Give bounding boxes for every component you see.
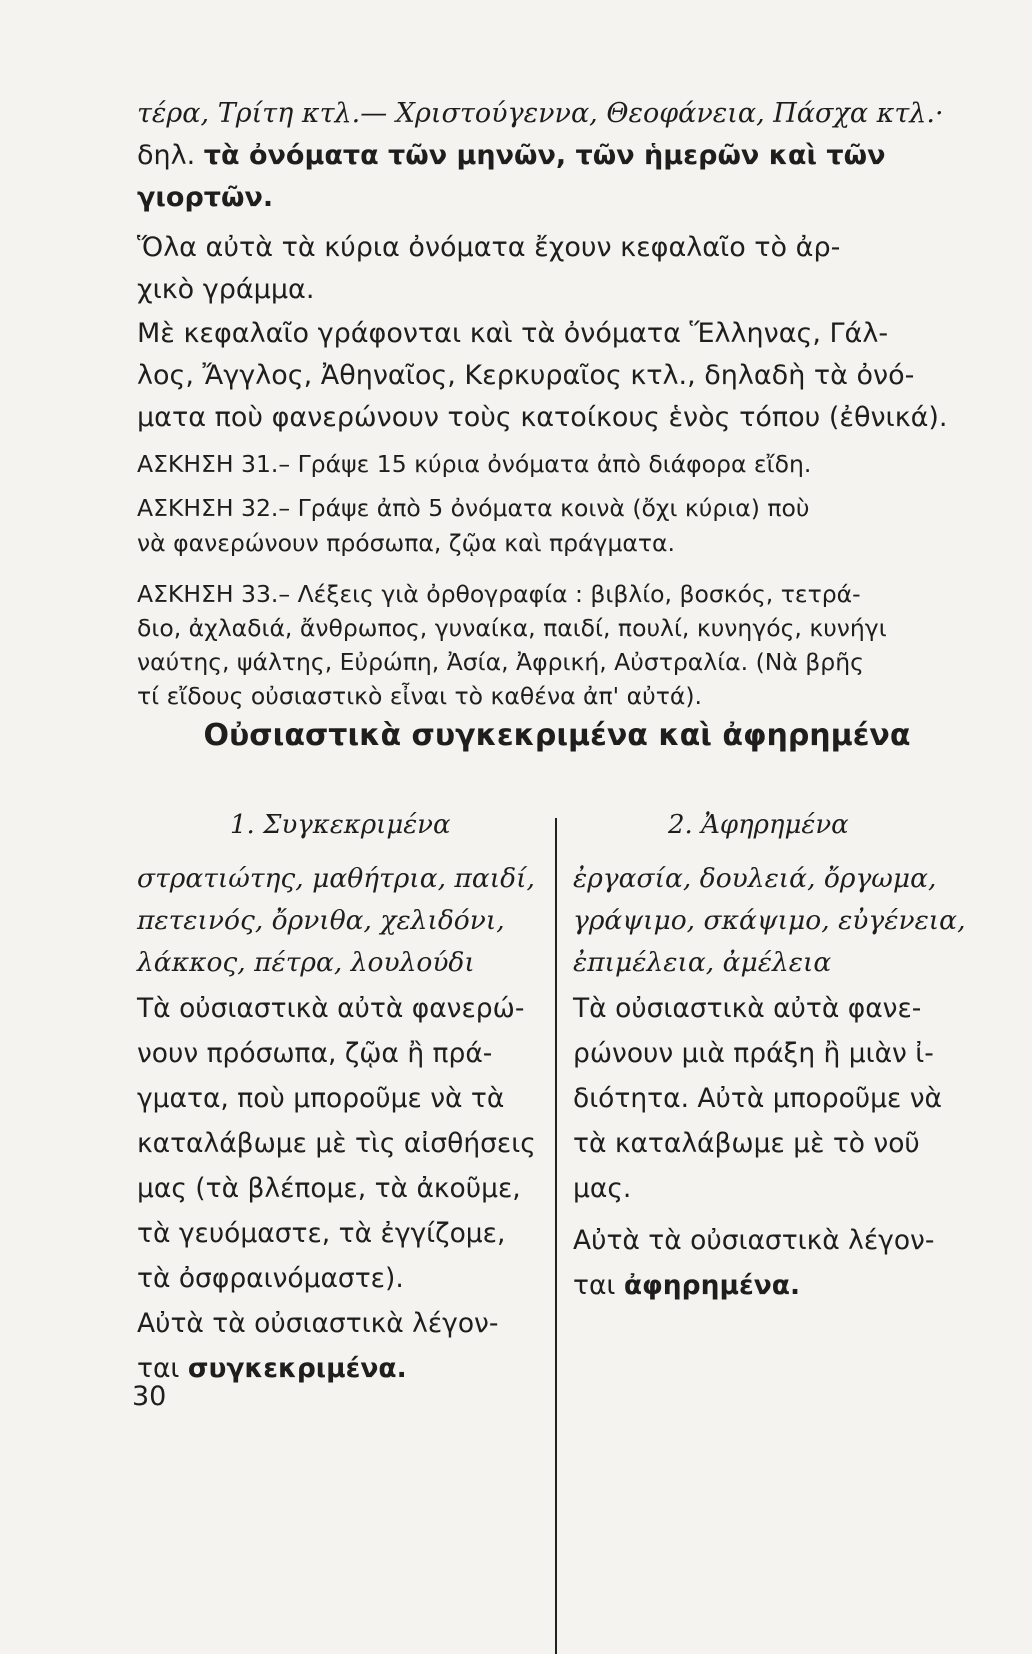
exercise-32-line-2: νὰ φανερώνουν πρόσωπα, ζῷα καὶ πράγματα. (137, 529, 675, 557)
right-example-3: ἐπιμέλεια, ἀμέλεια (573, 947, 832, 978)
column-divider (555, 818, 557, 1654)
exercise-33-line-2: διο, ἀχλαδιά, ἄνθρωπος, γυναίκα, παιδί, πουλί, κυνηγός, κυνήγι (137, 614, 887, 642)
intro-line-2-bold: τὰ ὀνόματα τῶν μηνῶν, τῶν ἡμερῶν καὶ τῶν (203, 140, 886, 171)
right-text-1: Τὰ οὐσιαστικὰ αὐτὰ φανε- (573, 993, 922, 1024)
left-text-1: Τὰ οὐσιαστικὰ αὐτὰ φανερώ- (137, 993, 525, 1024)
left-text-2: νουν πρόσωπα, ζῷα ἢ πρά- (137, 1038, 493, 1069)
right-text-7-pre: ται (573, 1270, 624, 1301)
right-column-title: 2. Ἀφηρημένα (668, 810, 849, 840)
exercise-31: ΑΣΚΗΣΗ 31.– Γράψε 15 κύρια ὀνόματα ἀπὸ διάφορα εἴδη. (137, 450, 812, 478)
intro-line-4: Ὅλα αὐτὰ τὰ κύρια ὀνόματα ἔχουν κεφαλαῖο τὸ ἀρ- (137, 232, 841, 263)
right-example-1: ἐργασία, δουλειά, ὄργωμα, (573, 863, 937, 894)
left-text-5: μας (τὰ βλέπομε, τὰ ἀκοῦμε, (137, 1173, 521, 1204)
exercise-33-line-1: ΑΣΚΗΣΗ 33.– Λέξεις γιὰ ὀρθογραφία : βιβλίο, βοσκός, τετρά- (137, 580, 861, 608)
right-text-5: μας. (573, 1173, 632, 1204)
left-text-3: γματα, ποὺ μποροῦμε νὰ τὰ (137, 1083, 505, 1114)
page-number: 30 (132, 1381, 167, 1412)
exercise-33-line-4: τί εἴδους οὐσιαστικὸ εἶναι τὸ καθένα ἀπ' αὐτά). (137, 682, 702, 710)
right-text-6: Αὐτὰ τὰ οὐσιαστικὰ λέγον- (573, 1225, 935, 1256)
left-text-9-pre: ται (137, 1353, 188, 1384)
exercise-32-line-1: ΑΣΚΗΣΗ 32.– Γράψε ἀπὸ 5 ὀνόματα κοινὰ (ὄχι κύρια) ποὺ (137, 494, 810, 522)
left-column-title: 1. Συγκεκριμένα (230, 810, 451, 840)
intro-line-7: λος, Ἄγγλος, Ἀθηναῖος, Κερκυραῖος κτλ., δηλαδὴ τὰ ὀνό- (137, 360, 915, 391)
right-text-7 (573, 1269, 800, 1303)
left-text-8: Αὐτὰ τὰ οὐσιαστικὰ λέγον- (137, 1308, 499, 1339)
exercise-33-line-3: ναύτης, ψάλτης, Εὐρώπη, Ἀσία, Ἀφρική, Αὐστραλία. (Νὰ βρῆς (137, 648, 864, 676)
left-text-7: τὰ ὀσφραινόμαστε). (137, 1263, 404, 1294)
left-example-2: πετεινός, ὄρνιθα, χελιδόνι, (137, 905, 505, 936)
intro-line-2-text: δηλ. (137, 140, 204, 171)
left-text-6: τὰ γευόμαστε, τὰ ἐγγίζομε, (137, 1218, 506, 1249)
section-title: Οὐσιαστικὰ συγκεκριμένα καὶ ἀφηρημένα (203, 718, 911, 753)
left-conclusion-term: συγκεκριμένα. (187, 1353, 407, 1384)
intro-line-8: ματα ποὺ φανερώνουν τοὺς κατοίκους ἑνὸς τόπου (ἐθνικά). (137, 402, 948, 433)
intro-line-6: Μὲ κεφαλαῖο γράφονται καὶ τὰ ὀνόματα Ἕλληνας, Γάλ- (137, 318, 889, 349)
right-conclusion-term: ἀφηρημένα. (623, 1270, 801, 1301)
right-text-4: τὰ καταλάβωμε μὲ τὸ νοῦ (573, 1128, 920, 1159)
left-text-4: καταλάβωμε μὲ τὶς αἰσθήσεις (137, 1128, 536, 1159)
left-text-9 (137, 1352, 407, 1386)
right-text-3: διότητα. Αὐτὰ μποροῦμε νὰ (573, 1083, 942, 1114)
right-text-2: ρώνουν μιὰ πράξη ἢ μιὰν ἰ- (573, 1038, 934, 1069)
left-example-1: στρατιώτης, μαθήτρια, παιδί, (137, 863, 535, 894)
intro-line-3: γιορτῶν. (137, 182, 274, 213)
right-example-2: γράψιμο, σκάψιμο, εὐγένεια, (573, 905, 966, 936)
left-example-3: λάκκος, πέτρα, λουλούδι (137, 947, 475, 978)
intro-line-2 (137, 138, 977, 174)
intro-line-1: τέρα, Τρίτη κτλ.— Χριστούγεννα, Θεοφάνεια, Πάσχα κτλ.· (137, 98, 944, 129)
intro-line-5: χικὸ γράμμα. (137, 274, 315, 305)
